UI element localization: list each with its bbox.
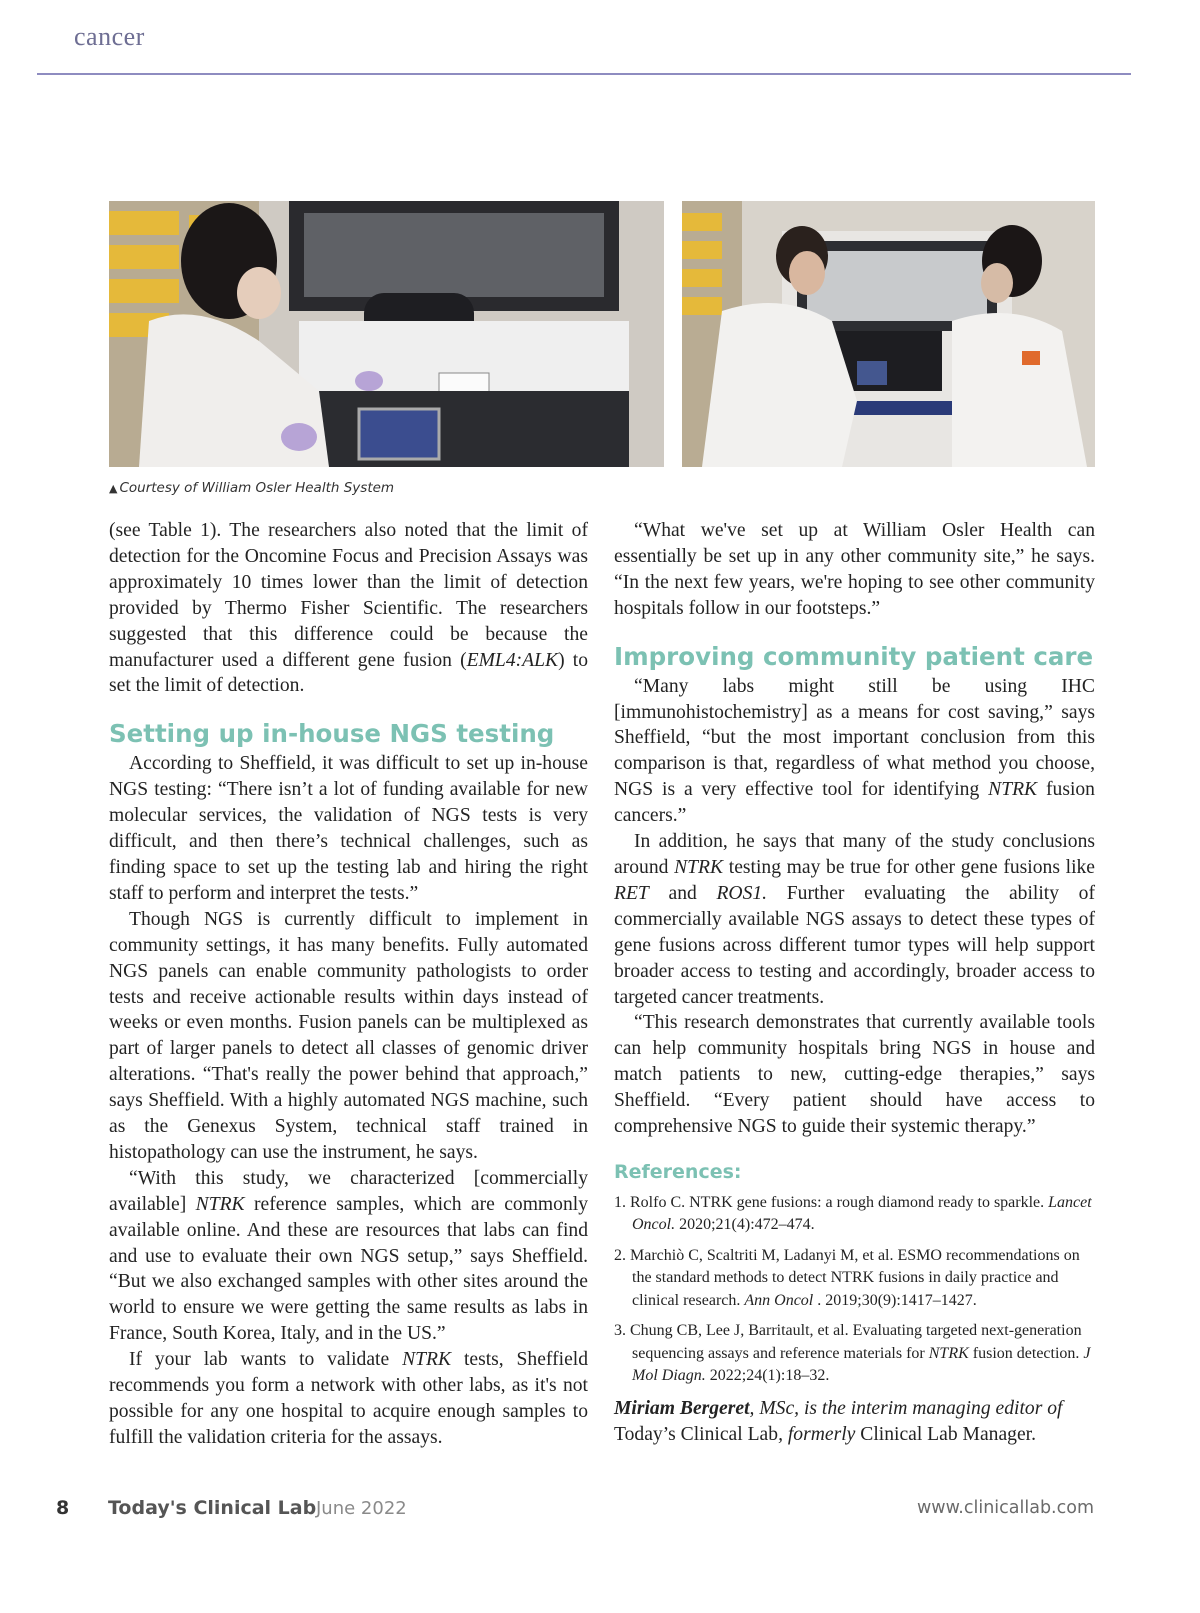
italic-term: J Mol Diagn. bbox=[632, 1344, 1091, 1385]
paragraph-intro: (see Table 1). The researchers also noted that the limit of detection for the Oncomine Focus and Precision Assays was approximately 10 times lower than the limit of detection provided by Thermo Fisher Scientific. The researchers suggested that this difference could be because the manufacturer used a different gene fusion (EML4:ALK) to set the limit of detection. bbox=[109, 520, 589, 697]
italic-term: NTRK bbox=[988, 779, 1038, 801]
author-bio bbox=[614, 1396, 1095, 1448]
references-list bbox=[614, 1192, 1095, 1388]
photo-technician-genexus bbox=[109, 201, 664, 467]
photo-illustration bbox=[682, 201, 1095, 467]
paragraph: According to Sheffield, it was difficult to set up in-house NGS testing: “There isn’t a lot of funding available for new molecular services, the validation of NGS tests is very difficult, and then there’s technical challenges, such as finding space to set up the testing lab and hiring the right staff to perform and interpret the tests.” bbox=[109, 753, 588, 904]
author-credentials: , MSc, is the interim managing editor of bbox=[749, 1397, 1063, 1419]
caret-up-icon: ▲ bbox=[109, 482, 118, 495]
photo-illustration bbox=[109, 201, 664, 467]
author-name: Miriam Bergeret bbox=[614, 1397, 750, 1419]
references-heading: References: bbox=[614, 1160, 742, 1183]
paragraph-quote: “What we've set up at William Osler Health can essentially be set up in any other community site,” he says. “In the next few years, we're hoping to see other community hospitals follow in our footsteps.” bbox=[614, 520, 1095, 619]
caption-text: Courtesy of William Osler Health System bbox=[119, 480, 395, 496]
header-rule bbox=[37, 73, 1131, 75]
italic-term: ROS1. bbox=[716, 882, 768, 904]
italic-term: Lancet Oncol. bbox=[632, 1193, 1092, 1234]
italic-term: Ann Oncol bbox=[744, 1291, 814, 1309]
article-column-left bbox=[109, 518, 588, 1451]
paragraph: If your lab wants to validate NTRK tests, Sheffield recommends you form a network with other labs, as it's not possible for any one hospital to acquire enough samples to fulfill the validation criteria for the assays. bbox=[109, 1349, 589, 1448]
paragraph: Though NGS is currently difficult to implement in community settings, it has many benefits. Fully automated NGS panels can enable community pathologists to order tests and receive actionable results within days instead of weeks or even months. Fusion panels can be multiplexed as part of larger panels to detect all classes of genomic driver alterations. “That's really the power behind that approach,” says Sheffield. With a highly automated NGS machine, such as the Genexus System, technical staff trained in histopathology can use the instrument, he says. bbox=[109, 908, 588, 1163]
page-number: 8 bbox=[56, 1497, 70, 1519]
issue-date: June 2022 bbox=[316, 1498, 407, 1519]
page-footer bbox=[0, 1497, 1200, 1527]
italic-term: NTRK bbox=[195, 1193, 245, 1215]
italic-term: NTRK bbox=[402, 1349, 452, 1371]
italic-term: NTRK bbox=[928, 1344, 969, 1362]
photo-two-staff-genexus bbox=[682, 201, 1095, 467]
paragraph: “This research demonstrates that currently available tools can help community hospitals bring NGS in house and match patients to new, cutting-edge therapies,” says Sheffield. “Every patient should have access to comprehensive NGS to guide their systemic therapy.” bbox=[614, 1012, 1095, 1138]
article-column-right bbox=[614, 518, 1095, 1448]
paragraph: “Many labs might still be using IHC [immunohistochemistry] as a means for cost saving,” says Sheffield, “but the most important conclusion from this comparison is that, regardless of what method you choose, NGS is a very effective tool for identifying NTRK fusion cancers.” bbox=[614, 675, 1095, 827]
italic-term: NTRK bbox=[674, 856, 724, 878]
heading-improving-care: Improving community patient care bbox=[614, 641, 1094, 671]
section-label: cancer bbox=[74, 22, 145, 51]
heading-setting-up-ngs: Setting up in-house NGS testing bbox=[109, 719, 555, 749]
paragraph: “With this study, we characterized [commercially available] NTRK reference samples, which are commonly available online. And these are resources that labs can find and use to evaluate their own NGS setup,” says Sheffield. “But we also exchanged samples with other sites around the world to ensure we were getting the same results as labs in France, South Korea, Italy, and in the US.” bbox=[109, 1167, 589, 1345]
photo-caption bbox=[109, 480, 394, 496]
paragraph: In addition, he says that many of the study conclusions around NTRK testing may be true for other gene fusions like RET and ROS1. Further evaluating the ability of commercially available NGS assays to detect these types of gene fusions across different tumor types will help support broader access to testing and accordingly, broader access to targeted cancer treatments. bbox=[614, 831, 1096, 1008]
reference-item: 2. Marchiò C, Scaltriti M, Ladanyi M, et al. ESMO recommendations on the standard methods to detect NTRK fusions in daily practice and clinical research. Ann Oncol . 2019;30(9):1417–1427. bbox=[614, 1246, 1080, 1309]
reference-item: 1. Rolfo C. NTRK gene fusions: a rough diamond ready to sparkle. Lancet Oncol. 2020;21(4):472–474. bbox=[614, 1193, 1092, 1234]
publication-name: Today’s Clinical Lab bbox=[614, 1423, 779, 1445]
former-publication-name: Clinical Lab Manager. bbox=[860, 1423, 1036, 1445]
website-link[interactable]: www.clinicallab.com bbox=[916, 1498, 1094, 1518]
reference-item: 3. Chung CB, Lee J, Barritault, et al. Evaluating targeted next-generation sequencing assays and reference materials for NTRK fusion detection. J Mol Diagn. 2022;24(1):18–32. bbox=[614, 1322, 1091, 1385]
italic-term: RET bbox=[614, 882, 649, 904]
italic-term: EML4:ALK bbox=[466, 649, 559, 671]
magazine-name: Today's Clinical Lab bbox=[108, 1497, 317, 1519]
author-formerly: , formerly bbox=[778, 1423, 861, 1445]
